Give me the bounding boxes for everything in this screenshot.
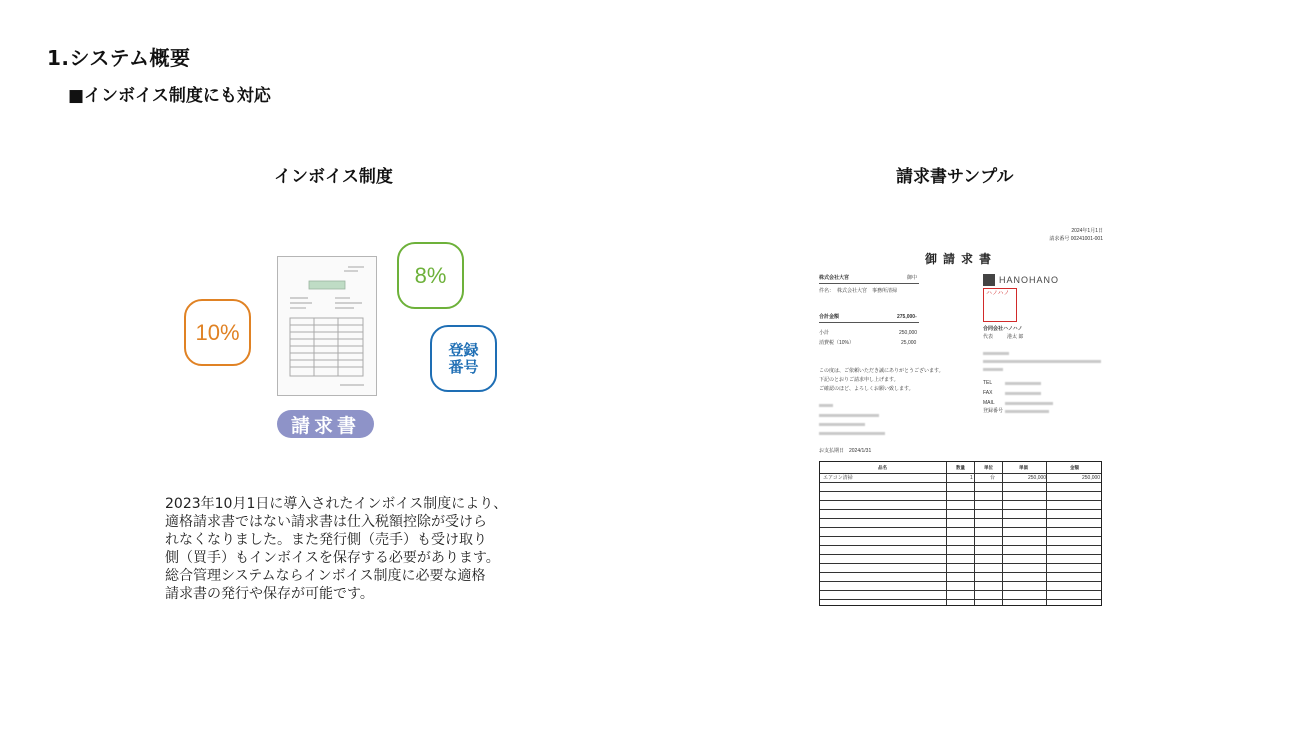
row-unit: 台	[990, 475, 996, 481]
subject-label: 件名：	[819, 288, 835, 294]
table-header-price: 単価	[1019, 465, 1028, 470]
table-column-divider	[1046, 462, 1047, 605]
description-line: 総合管理システムならインボイス制度に必要な適格	[165, 568, 486, 584]
tax-rate-10-badge: 10%	[184, 299, 251, 366]
table-row-line	[820, 473, 1101, 474]
invoice-label-pill: 請求書	[277, 410, 374, 438]
contact-label-registration: 登録番号	[983, 408, 1004, 414]
table-row-line	[820, 545, 1101, 546]
invoice-honorific: 御中	[907, 275, 918, 281]
description-line: 適格請求書ではない請求書は仕入税額控除が受けら	[165, 514, 487, 530]
table-row-line	[820, 500, 1101, 501]
hanohano-logo-icon	[983, 274, 995, 286]
representative-name: 港太 郎	[1007, 334, 1024, 340]
client-underline	[819, 283, 919, 284]
total-underline	[819, 322, 919, 323]
subtotal-label: 小計	[819, 330, 830, 336]
table-row-line	[820, 563, 1101, 564]
address-blurred	[983, 352, 1009, 355]
due-date: 2024/1/31	[849, 448, 872, 454]
table-row-line	[820, 482, 1101, 483]
invoice-system-title: インボイス制度	[274, 167, 393, 187]
row-qty: 1	[970, 475, 973, 481]
invoice-client: 株式会社大宮	[819, 275, 850, 281]
invoice-date: 2024年1月1日	[1071, 228, 1103, 234]
registration-line-2: 番号	[448, 358, 479, 376]
invoice-description	[165, 495, 525, 603]
row-price: 250,000	[1028, 475, 1047, 481]
representative-label: 代表	[983, 334, 994, 340]
description-line: れなくなりました。また発行側（売手）も受け取り	[165, 532, 487, 548]
tax-rate-8-badge: 8%	[397, 242, 464, 309]
address-blurred	[983, 360, 1101, 363]
total-amount: 275,000-	[897, 314, 917, 320]
description-line: 側（買手）もインボイスを保存する必要があります。	[165, 550, 500, 566]
table-row-line	[820, 518, 1101, 519]
company-logo-text: HANOHANO	[999, 275, 1060, 285]
table-column-divider	[974, 462, 975, 605]
contact-value-blurred	[1005, 410, 1049, 413]
invoice-sample-image	[815, 222, 1107, 612]
table-header-unit: 単位	[984, 465, 993, 470]
section-heading: 1.システム概要	[47, 46, 191, 70]
message-line: ご確認のほど、よろしくお願い致します。	[819, 386, 914, 392]
registration-number-badge	[430, 325, 497, 392]
contact-label-tel: TEL	[983, 380, 993, 386]
bank-info-blurred	[819, 404, 833, 407]
table-header-amount: 金額	[1070, 465, 1079, 470]
table-row-line	[820, 572, 1101, 573]
table-header-item: 品名	[878, 465, 887, 470]
table-row-line	[820, 599, 1101, 600]
registration-line-1: 登録	[448, 341, 479, 359]
contact-label-mail: MAIL	[983, 400, 995, 406]
section-subheading: ■インボイス制度にも対応	[68, 86, 271, 106]
description-line: 請求書の発行や保存が可能です。	[165, 586, 374, 602]
contact-value-blurred	[1005, 392, 1041, 395]
bank-info-blurred	[819, 414, 879, 417]
table-header-qty: 数量	[956, 465, 965, 470]
contact-value-blurred	[1005, 402, 1053, 405]
description-line: 2023年10月1日に導入されたインボイス制度により、	[165, 496, 508, 512]
invoice-number: 請求番号 00241001-001	[1049, 236, 1103, 242]
tax-label: 消費税（10%）	[819, 340, 855, 346]
table-row-line	[820, 509, 1101, 510]
due-label: お支払期日	[819, 448, 845, 454]
row-amount: 250,000	[1082, 475, 1101, 481]
contact-label-fax: FAX	[983, 390, 993, 396]
address-blurred	[983, 368, 1003, 371]
invoice-subject: 株式会社大宮 事務所清掃	[837, 288, 898, 294]
subtotal-amount: 250,000	[899, 330, 918, 336]
message-line: この度は、ご依頼いただき誠にありがとうございます。	[819, 368, 944, 374]
table-row-line	[820, 536, 1101, 537]
table-row-line	[820, 581, 1101, 582]
invoice-sample-title: 請求書サンプル	[896, 167, 1014, 187]
table-column-divider	[946, 462, 947, 605]
table-row-line	[820, 590, 1101, 591]
invoice-title: 御請求書	[925, 252, 998, 266]
document-lines-graphic	[278, 257, 375, 394]
row-item: エアコン清掃	[823, 475, 853, 481]
table-row-line	[820, 527, 1101, 528]
invoice-document-illustration	[277, 256, 377, 396]
total-label: 合計金額	[819, 314, 840, 320]
bank-info-blurred	[819, 423, 865, 426]
table-row-line	[820, 554, 1101, 555]
company-name: 合同会社ハノハノ	[983, 326, 1023, 332]
message-line: 下記のとおりご請求申し上げます。	[819, 377, 899, 383]
table-column-divider	[1002, 462, 1003, 605]
invoice-items-table	[819, 461, 1102, 606]
table-row-line	[820, 491, 1101, 492]
tax-amount: 25,000	[901, 340, 917, 346]
bank-info-blurred	[819, 432, 885, 435]
company-seal-stamp	[983, 288, 1017, 322]
seal-text: ハノハノ	[986, 291, 1010, 297]
contact-value-blurred	[1005, 382, 1041, 385]
